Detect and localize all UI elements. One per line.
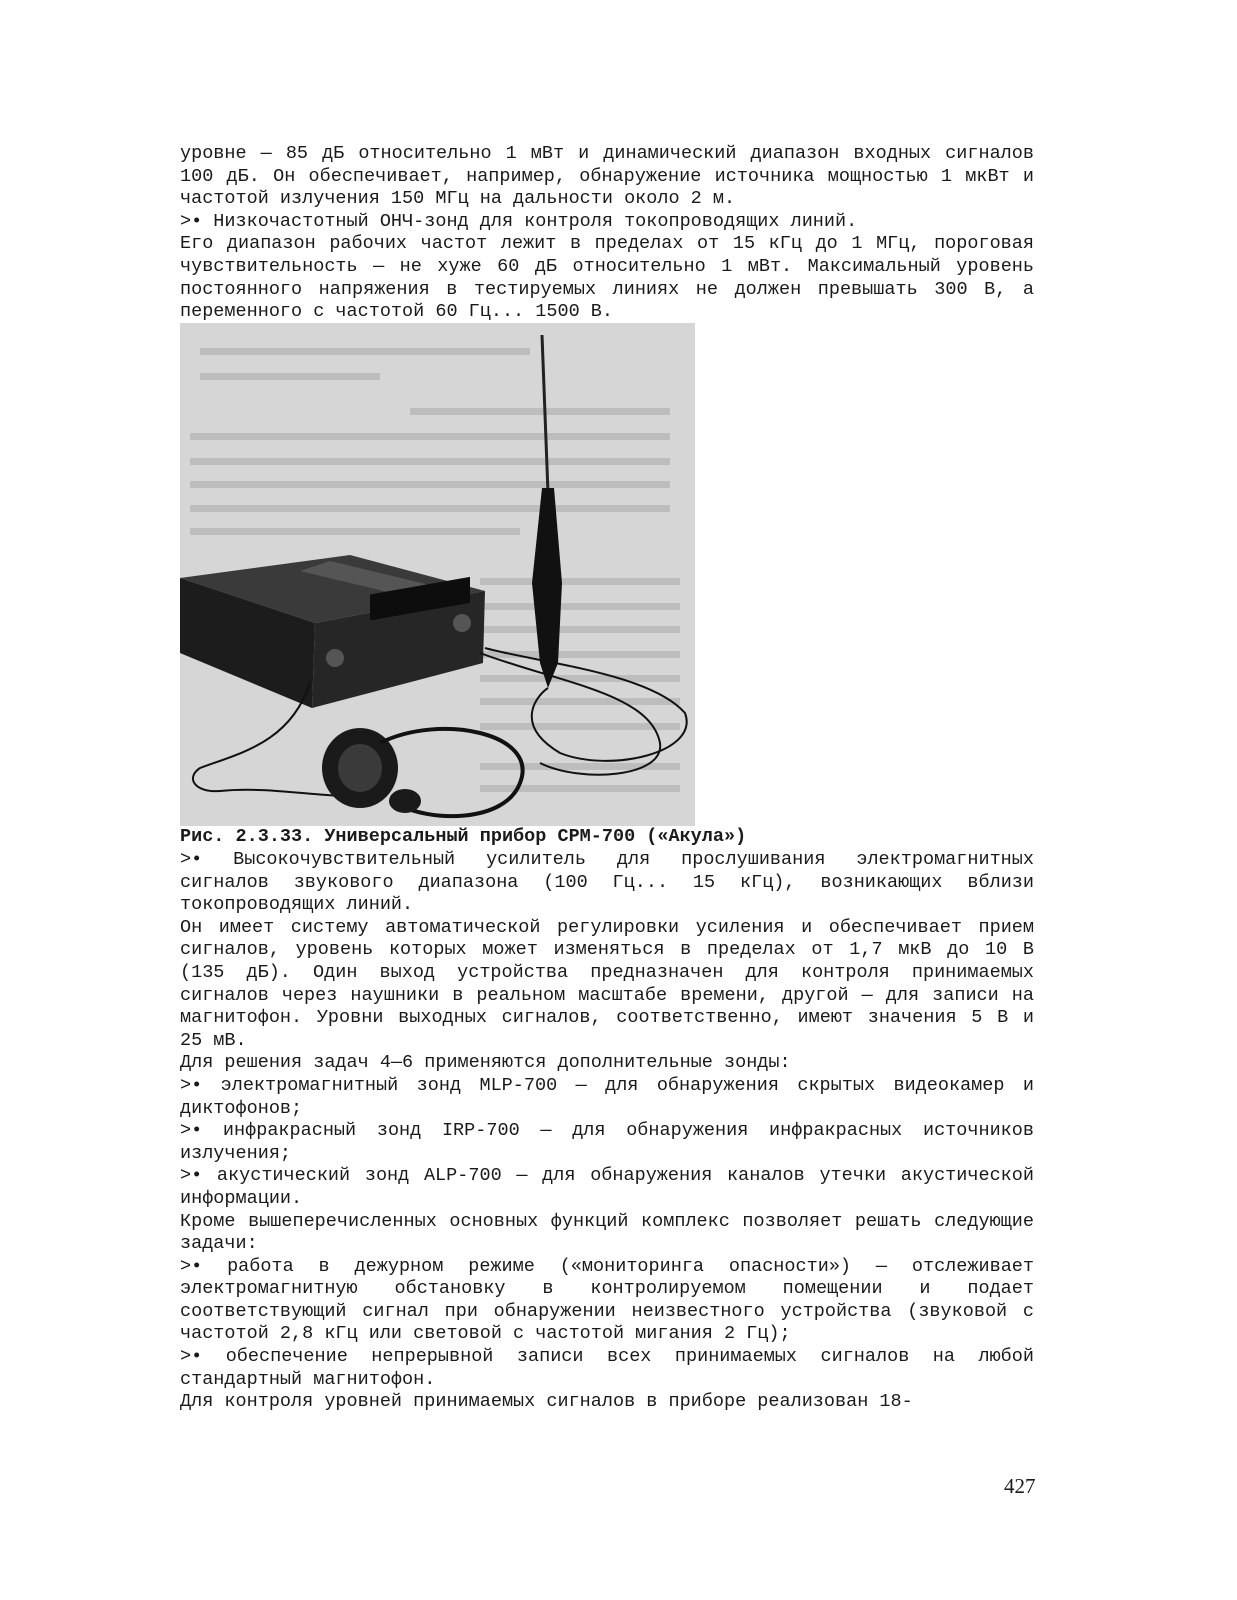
paragraph: Он имеет систему автоматической регулировки усиления и обеспечивает прием сигналов, уровень которых может изменяться в пределах от 1,7 мкВ до 10 В (135 дБ). Один выход устройства предназначен для контроля принимаемых сигналов через наушники в реальном масштабе времени, другой — для записи на магнитофон. Уровни выходных сигналов, соответственно, имеют значения 5 В и 25 мВ. (180, 916, 1034, 1051)
paragraph: Для контроля уровней принимаемых сигналов в приборе реализован 18- (180, 1391, 913, 1413)
figure-caption: Рис. 2.3.33. Универсальный прибор СРМ-700 («Акула») (180, 826, 747, 847)
device-photo (180, 323, 695, 826)
paragraph: уровне — 85 дБ относительно 1 мВт и динамический диапазон входных сигналов 100 дБ. Он обеспечивает, например, обнаружение источника мощностью 1 мкВт и частотой излучения 150 МГц на дальности около 2 м. (180, 143, 1034, 210)
page-number: 427 (1004, 1474, 1036, 1498)
paragraph: >• акустический зонд ALP-700 — для обнаружения каналов утечки акустической информации. (180, 1165, 1034, 1209)
device-photo-illustration (180, 323, 695, 826)
paragraph: >• электромагнитный зонд MLP-700 — для обнаружения скрытых видеокамер и диктофонов; (180, 1074, 1034, 1119)
paragraph: >• обеспечение непрерывной записи всех принимаемых сигналов на любой стандартный магнитофон. (180, 1346, 1034, 1390)
bottom-text-block (180, 849, 1034, 1414)
paragraph: >• инфракрасный зонд IRP-700 — для обнаружения инфракрасных источников излучения; (180, 1120, 1034, 1164)
paragraph: >• Высокочувствительный усилитель для прослушивания электромагнитных сигналов звукового диапазона (100 Гц... 15 кГц), возникающих вблизи токопроводящих линий. (180, 849, 1034, 916)
paragraph: Кроме вышеперечисленных основных функций комплекс позволяет решать следующие задачи: (180, 1210, 1034, 1255)
paragraph: >• работа в дежурном режиме («мониторинга опасности») — отслеживает электромагнитную обстановку в контролируемом помещении и подает соответствующий сигнал при обнаружении неизвестного устройства (звуковой с частотой 2,8 кГц или световой с частотой мигания 2 Гц); (180, 1255, 1034, 1345)
paragraph: >• Низкочастотный ОНЧ-зонд для контроля токопроводящих линий. (180, 210, 858, 232)
paragraph: Его диапазон рабочих частот лежит в пределах от 15 кГц до 1 МГц, пороговая чувствительность — не хуже 60 дБ относительно 1 мВт. Максимальный уровень постоянного напряжения в тестируемых линиях не должен превышать 300 В, а переменного с частотой 60 Гц... 1500 В. (180, 233, 1034, 323)
top-text-block (180, 143, 1034, 324)
paragraph: Для решения задач 4—6 применяются дополнительные зонды: (180, 1052, 791, 1074)
